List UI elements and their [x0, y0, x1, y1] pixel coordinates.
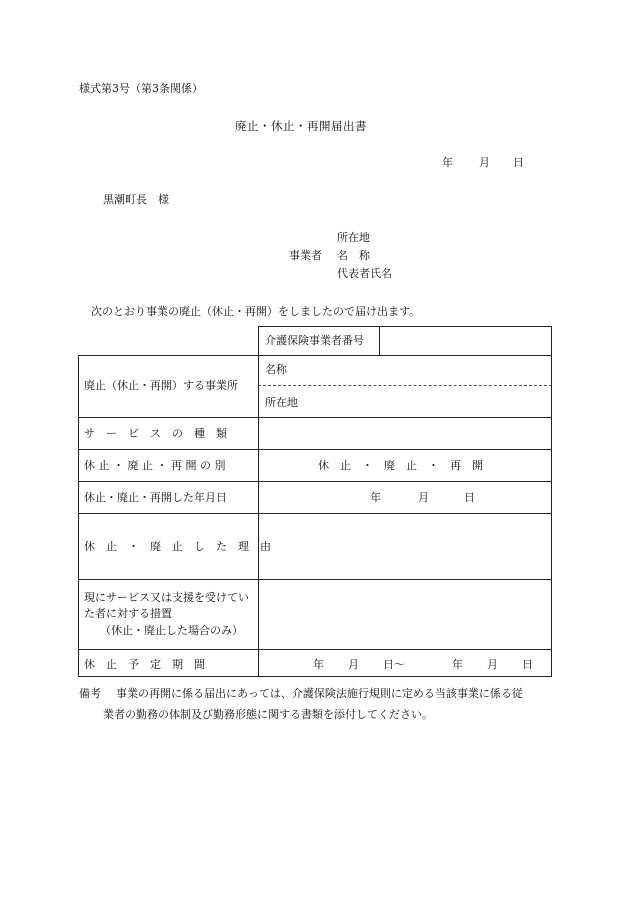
addressee: 黒潮町長 様: [103, 193, 169, 206]
date-day-label: 日: [513, 156, 524, 169]
measures-note: （休止・廃止した場合のみ）: [100, 624, 243, 637]
office-name-field[interactable]: [303, 362, 543, 378]
remarks-line-2: 業者の勤務の体制及び勤務形態に関する書類を添付してください。: [103, 708, 433, 721]
date-value-day: 日: [464, 491, 475, 504]
period-to-month: 月: [487, 658, 498, 671]
date-label: 休止・廃止・再開した年月日: [84, 491, 227, 504]
date-value-year: 年: [370, 491, 381, 504]
date-month-label: 月: [479, 156, 490, 169]
intro-text: 次のとおり事業の廃止（休止・再開）をしましたので届け出ます。: [91, 305, 421, 318]
office-row-label: 廃止（休止・再開）する事業所: [84, 379, 238, 392]
period-from-day: 日〜: [383, 658, 405, 671]
period-to-year: 年: [452, 658, 463, 671]
category-options[interactable]: 休 止 ・ 廃 止 ・ 再 開: [318, 459, 483, 472]
insurance-number-label: 介護保険事業者番号: [265, 334, 364, 347]
service-type-field[interactable]: [265, 424, 545, 444]
applicant-group-label: 事業者: [289, 249, 322, 262]
form-title: 廃止・休止・再開届出書: [235, 119, 367, 133]
insurance-number-field[interactable]: [386, 334, 546, 348]
category-label: 休 止 ・ 廃 止 ・ 再 開 の 別: [84, 459, 226, 472]
applicant-name-label: 名 称: [337, 249, 370, 262]
remarks-line-1: 事業の再開に係る届出にあっては、介護保険法施行規則に定める当該事業に係る従: [116, 687, 523, 700]
period-from-month: 月: [348, 658, 359, 671]
period-label: 休 止 予 定 期 間: [84, 658, 205, 671]
notification-table: [78, 326, 552, 677]
office-address-field[interactable]: [313, 394, 543, 410]
date-value-month: 月: [418, 491, 429, 504]
period-from-year: 年: [313, 658, 324, 671]
reason-label: 休 止 ・ 廃 止 し た 理 由: [84, 540, 271, 553]
date-year-label: 年: [442, 156, 453, 169]
form-number: 様式第3号（第3条関係）: [79, 82, 203, 95]
service-type-label: サ ー ビ ス の 種 類: [84, 427, 227, 440]
measures-field[interactable]: [265, 586, 545, 642]
applicant-address-label: 所在地: [337, 231, 370, 244]
reason-field[interactable]: [265, 521, 545, 573]
office-name-label: 名称: [265, 363, 287, 376]
remarks-label: 備考: [79, 687, 101, 700]
measures-label: 現にサービス又は支援を受けていた者に対する措置: [84, 591, 249, 620]
applicant-rep-label: 代表者氏名: [337, 267, 392, 280]
office-address-label: 所在地: [265, 396, 298, 409]
period-to-day: 日: [522, 658, 533, 671]
